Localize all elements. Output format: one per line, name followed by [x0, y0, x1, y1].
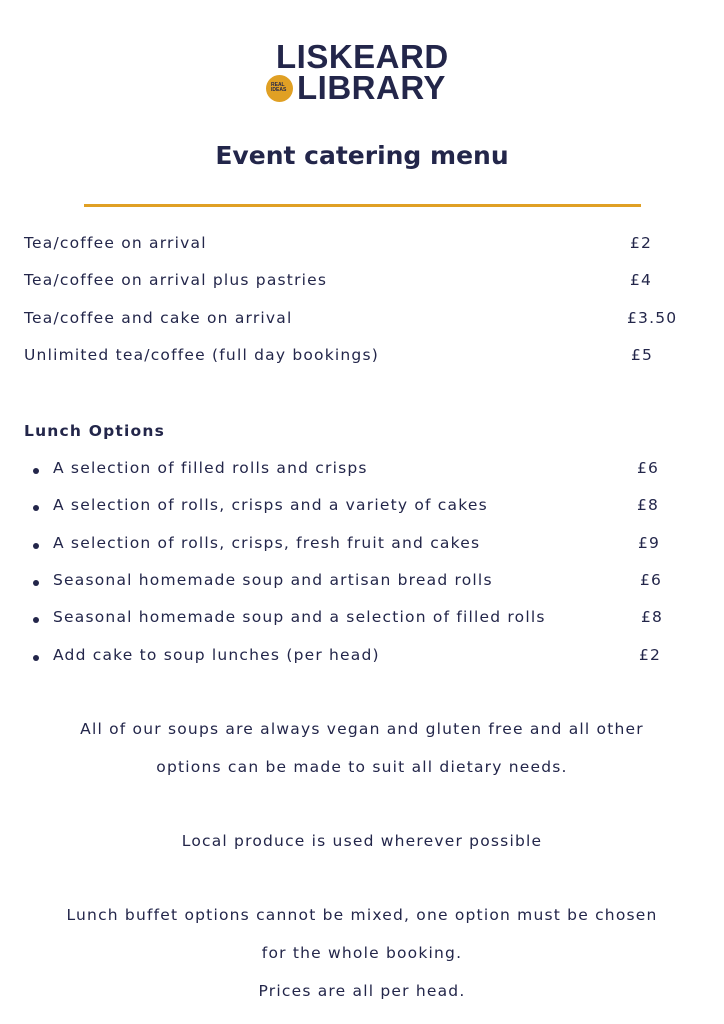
bullet-icon	[33, 655, 39, 661]
lunch-list-item	[0, 571, 724, 601]
lunch-price: £8	[641, 608, 664, 626]
dietary-note-line1: All of our soups are always vegan and gluten free and all other	[80, 720, 644, 738]
lunch-list-item	[0, 646, 724, 676]
drinks-item: Tea/coffee on arrival	[24, 234, 207, 252]
lunch-price: £2	[639, 646, 662, 664]
lunch-price: £8	[637, 496, 660, 514]
lunch-item: Add cake to soup lunches (per head)	[53, 646, 380, 664]
title-divider	[84, 204, 641, 207]
lunch-price: £9	[638, 534, 661, 552]
lunch-options-heading: Lunch Options	[24, 422, 166, 440]
badge-text-ideas: IDEAS	[271, 87, 287, 93]
bullet-icon	[33, 543, 39, 549]
lunch-item: A selection of rolls, crisps and a variety of cakes	[53, 496, 488, 514]
buffet-note-line1: Lunch buffet options cannot be mixed, one option must be chosen	[66, 906, 658, 924]
logo-text-library: LIBRARY	[297, 69, 446, 106]
drinks-item: Tea/coffee and cake on arrival	[24, 309, 293, 327]
lunch-price: £6	[637, 459, 660, 477]
drinks-row	[0, 234, 724, 264]
page-title: Event catering menu	[215, 141, 509, 170]
buffet-note-line2: for the whole booking.	[261, 944, 463, 962]
per-head-note: Prices are all per head.	[258, 982, 466, 1000]
drinks-item: Unlimited tea/coffee (full day bookings)	[24, 346, 379, 364]
logo-text-liskeard: LISKEARD	[276, 38, 449, 75]
lunch-list-item	[0, 459, 724, 489]
lunch-item: Seasonal homemade soup and a selection of filled rolls	[53, 608, 546, 626]
drinks-price: £2	[630, 234, 653, 252]
drinks-price: £3.50	[627, 309, 678, 327]
bullet-icon	[33, 505, 39, 511]
badge-text-real: REAL	[271, 82, 285, 88]
lunch-item: Seasonal homemade soup and artisan bread rolls	[53, 571, 493, 589]
drinks-price: £5	[631, 346, 654, 364]
lunch-list-item	[0, 608, 724, 638]
library-logo	[266, 40, 466, 104]
bullet-icon	[33, 617, 39, 623]
lunch-list-item	[0, 534, 724, 564]
lunch-price: £6	[640, 571, 663, 589]
local-produce-note: Local produce is used wherever possible	[181, 832, 543, 850]
real-ideas-badge-icon	[266, 75, 293, 102]
drinks-row	[0, 346, 724, 376]
drinks-row	[0, 309, 724, 339]
drinks-row	[0, 271, 724, 301]
bullet-icon	[33, 468, 39, 474]
drinks-item: Tea/coffee on arrival plus pastries	[24, 271, 328, 289]
lunch-item: A selection of rolls, crisps, fresh fruit and cakes	[53, 534, 481, 552]
lunch-list-item	[0, 496, 724, 526]
drinks-price: £4	[630, 271, 653, 289]
dietary-note-line2: options can be made to suit all dietary needs.	[156, 758, 568, 776]
lunch-item: A selection of filled rolls and crisps	[53, 459, 368, 477]
bullet-icon	[33, 580, 39, 586]
